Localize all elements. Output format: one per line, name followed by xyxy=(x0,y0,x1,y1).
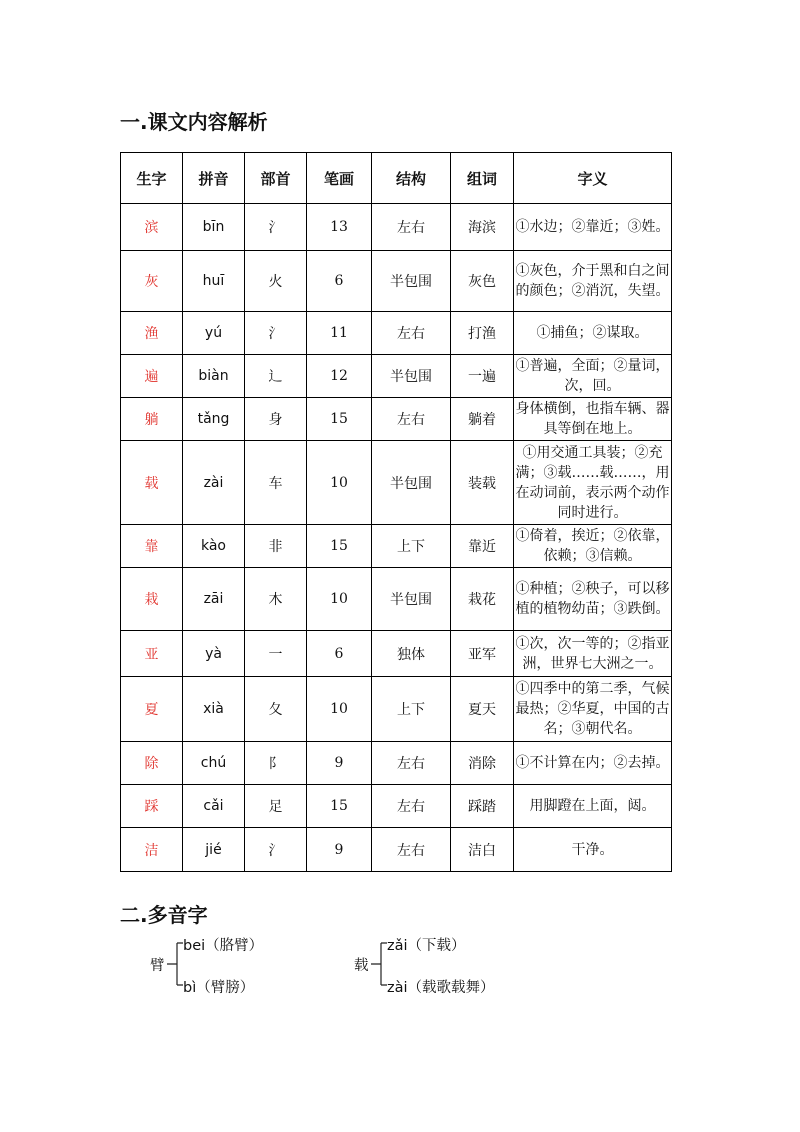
word-cell: 打渔 xyxy=(451,312,514,355)
structure-cell: 上下 xyxy=(372,525,451,568)
table-row xyxy=(121,785,672,828)
meaning-cell: ①普遍，全面；②量词，次，回。 xyxy=(514,355,672,398)
table-row xyxy=(121,441,672,525)
word-cell: 消除 xyxy=(451,742,514,785)
meaning-cell: ①水边；②靠近；③姓。 xyxy=(514,204,672,251)
header-char: 生字 xyxy=(121,153,183,204)
word-cell: 海滨 xyxy=(451,204,514,251)
meaning-cell: ①次，次一等的；②指亚洲，世界七大洲之一。 xyxy=(514,631,672,677)
pinyin-cell: xià xyxy=(183,677,245,742)
polyphone-reading: zǎi（下载） xyxy=(387,938,466,954)
word-cell: 躺着 xyxy=(451,398,514,441)
pinyin-cell: cǎi xyxy=(183,785,245,828)
pinyin-cell: yà xyxy=(183,631,245,677)
meaning-cell: 用脚蹬在上面，闼。 xyxy=(514,785,672,828)
radical-cell: 氵 xyxy=(245,828,307,872)
char-cell: 灰 xyxy=(121,251,183,312)
polyphone-reading: bei（胳臂） xyxy=(183,938,264,954)
strokes-cell: 13 xyxy=(307,204,372,251)
character-table xyxy=(120,152,672,872)
header-meaning: 字义 xyxy=(514,153,672,204)
word-cell: 洁白 xyxy=(451,828,514,872)
meaning-cell: ①灰色，介于黑和白之间的颜色；②消沉，失望。 xyxy=(514,251,672,312)
table-row xyxy=(121,677,672,742)
structure-cell: 上下 xyxy=(372,677,451,742)
pinyin-cell: yú xyxy=(183,312,245,355)
strokes-cell: 6 xyxy=(307,251,372,312)
radical-cell: 一 xyxy=(245,631,307,677)
strokes-cell: 15 xyxy=(307,398,372,441)
radical-cell: 车 xyxy=(245,441,307,525)
pinyin-cell: huī xyxy=(183,251,245,312)
polyphone-reading: bì（臂膀） xyxy=(183,980,255,996)
char-cell: 载 xyxy=(121,441,183,525)
header-strokes: 笔画 xyxy=(307,153,372,204)
meaning-cell: ①捕鱼；②谋取。 xyxy=(514,312,672,355)
table-row xyxy=(121,568,672,631)
char-cell: 靠 xyxy=(121,525,183,568)
header-pinyin: 拼音 xyxy=(183,153,245,204)
char-cell: 躺 xyxy=(121,398,183,441)
word-cell: 栽花 xyxy=(451,568,514,631)
strokes-cell: 10 xyxy=(307,441,372,525)
char-cell: 栽 xyxy=(121,568,183,631)
structure-cell: 左右 xyxy=(372,742,451,785)
polyphone-group-zai xyxy=(354,930,554,1000)
table-row xyxy=(121,742,672,785)
polyphone-group-bei xyxy=(150,930,350,1000)
structure-cell: 左右 xyxy=(372,312,451,355)
radical-cell: 阝 xyxy=(245,742,307,785)
meaning-cell: ①用交通工具装；②充满；③载……载……，用在动词前，表示两个动作同时进行。 xyxy=(514,441,672,525)
table-row xyxy=(121,355,672,398)
meaning-cell: 身体横倒，也指车辆、器具等倒在地上。 xyxy=(514,398,672,441)
structure-cell: 独体 xyxy=(372,631,451,677)
meaning-cell: ①倚着，挨近；②依靠，依赖；③信赖。 xyxy=(514,525,672,568)
pinyin-cell: chú xyxy=(183,742,245,785)
table-row xyxy=(121,251,672,312)
structure-cell: 半包围 xyxy=(372,441,451,525)
structure-cell: 半包围 xyxy=(372,251,451,312)
table-row xyxy=(121,828,672,872)
strokes-cell: 15 xyxy=(307,525,372,568)
header-radical: 部首 xyxy=(245,153,307,204)
meaning-cell: ①不计算在内；②去掉。 xyxy=(514,742,672,785)
word-cell: 装载 xyxy=(451,441,514,525)
pinyin-cell: kào xyxy=(183,525,245,568)
strokes-cell: 11 xyxy=(307,312,372,355)
word-cell: 踩踏 xyxy=(451,785,514,828)
strokes-cell: 6 xyxy=(307,631,372,677)
char-cell: 踩 xyxy=(121,785,183,828)
structure-cell: 左右 xyxy=(372,204,451,251)
radical-cell: 非 xyxy=(245,525,307,568)
char-cell: 遍 xyxy=(121,355,183,398)
word-cell: 夏天 xyxy=(451,677,514,742)
radical-cell: 氵 xyxy=(245,312,307,355)
table-row xyxy=(121,204,672,251)
strokes-cell: 15 xyxy=(307,785,372,828)
header-structure: 结构 xyxy=(372,153,451,204)
pinyin-cell: bīn xyxy=(183,204,245,251)
structure-cell: 半包围 xyxy=(372,568,451,631)
word-cell: 一遍 xyxy=(451,355,514,398)
polyphone-char: 载 xyxy=(354,958,369,974)
char-cell: 洁 xyxy=(121,828,183,872)
structure-cell: 左右 xyxy=(372,398,451,441)
pinyin-cell: biàn xyxy=(183,355,245,398)
structure-cell: 左右 xyxy=(372,785,451,828)
word-cell: 灰色 xyxy=(451,251,514,312)
word-cell: 靠近 xyxy=(451,525,514,568)
radical-cell: 夂 xyxy=(245,677,307,742)
pinyin-cell: zāi xyxy=(183,568,245,631)
radical-cell: 木 xyxy=(245,568,307,631)
word-cell: 亚军 xyxy=(451,631,514,677)
meaning-cell: 干净。 xyxy=(514,828,672,872)
strokes-cell: 10 xyxy=(307,568,372,631)
table-row xyxy=(121,631,672,677)
char-cell: 除 xyxy=(121,742,183,785)
table-header-row xyxy=(121,153,672,204)
table-row xyxy=(121,312,672,355)
structure-cell: 半包围 xyxy=(372,355,451,398)
radical-cell: 身 xyxy=(245,398,307,441)
structure-cell: 左右 xyxy=(372,828,451,872)
strokes-cell: 10 xyxy=(307,677,372,742)
meaning-cell: ①种植；②秧子，可以移植的植物幼苗；③跌倒。 xyxy=(514,568,672,631)
table-row xyxy=(121,398,672,441)
radical-cell: 辶 xyxy=(245,355,307,398)
polyphone-char: 臂 xyxy=(150,958,165,974)
strokes-cell: 12 xyxy=(307,355,372,398)
pinyin-cell: tǎng xyxy=(183,398,245,441)
pinyin-cell: jié xyxy=(183,828,245,872)
char-cell: 滨 xyxy=(121,204,183,251)
char-cell: 夏 xyxy=(121,677,183,742)
section-title-polyphonic: 二.多音字 xyxy=(120,903,208,927)
section-title-lesson-analysis: 一.课文内容解析 xyxy=(120,110,268,134)
char-cell: 亚 xyxy=(121,631,183,677)
table-row xyxy=(121,525,672,568)
header-word: 组词 xyxy=(451,153,514,204)
pinyin-cell: zài xyxy=(183,441,245,525)
strokes-cell: 9 xyxy=(307,828,372,872)
meaning-cell: ①四季中的第二季，气候最热；②华夏，中国的古名；③朝代名。 xyxy=(514,677,672,742)
radical-cell: 氵 xyxy=(245,204,307,251)
char-cell: 渔 xyxy=(121,312,183,355)
strokes-cell: 9 xyxy=(307,742,372,785)
radical-cell: 足 xyxy=(245,785,307,828)
radical-cell: 火 xyxy=(245,251,307,312)
polyphone-reading: zài（载歌载舞） xyxy=(387,980,495,996)
